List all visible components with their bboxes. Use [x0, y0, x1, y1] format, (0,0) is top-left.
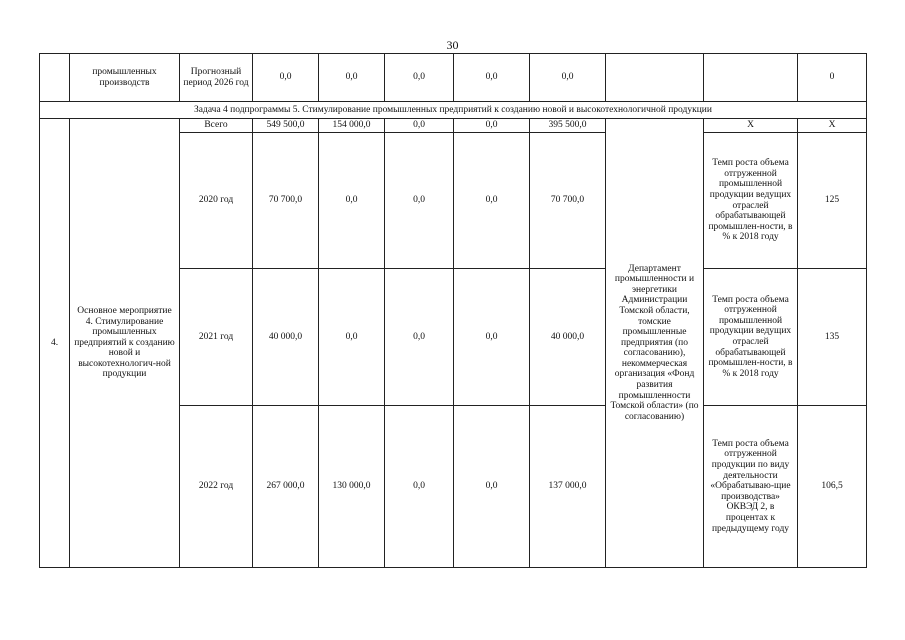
- cell-executor: [606, 54, 704, 102]
- cell-number: 4.: [40, 119, 70, 568]
- cell-value: 395 500,0: [530, 119, 606, 133]
- cell-value: 0,0: [319, 269, 385, 406]
- cell-period: 2020 год: [180, 133, 253, 269]
- cell-executor: Департамент промышленности и энергетики Администрации Томской области, томские промышленные предприятия (по согласованию), некоммерческая организация «Фонд развития промышленности Томской области» (по согласованию): [606, 119, 704, 568]
- cell-indicator-value: X: [798, 119, 867, 133]
- cell-indicator: X: [704, 119, 798, 133]
- cell-indicator-value: 106,5: [798, 406, 867, 568]
- cell-value: 130 000,0: [319, 406, 385, 568]
- cell-value: 0,0: [530, 54, 606, 102]
- cell-indicator: [704, 54, 798, 102]
- cell-value: 137 000,0: [530, 406, 606, 568]
- cell-value: 0,0: [385, 269, 454, 406]
- cell-value: 0,0: [385, 406, 454, 568]
- cell-period: Прогнозный период 2026 год: [180, 54, 253, 102]
- cell-value: 0,0: [454, 269, 530, 406]
- task-heading: Задача 4 подпрограммы 5. Стимулирование промышленных предприятий к созданию новой и высокотехнологичной продукции: [40, 102, 867, 119]
- cell-value: 0,0: [385, 119, 454, 133]
- cell-value: 0,0: [385, 133, 454, 269]
- cell-period: Всего: [180, 119, 253, 133]
- cell-indicator: Темп роста объема отгруженной промышленной продукции ведущих отраслей обрабатывающей промышлен-ности, в % к 2018 году: [704, 269, 798, 406]
- cell-value: 0,0: [454, 133, 530, 269]
- cell-value: 0,0: [319, 133, 385, 269]
- page-number: 30: [446, 38, 459, 52]
- cell-period: 2021 год: [180, 269, 253, 406]
- cell-indicator-value: 125: [798, 133, 867, 269]
- program-table: [39, 53, 867, 568]
- cell-indicator: Темп роста объема отгруженной промышленной продукции ведущих отраслей обрабатывающей промышлен-ности, в % к 2018 году: [704, 133, 798, 269]
- cell-name: Основное мероприятие 4. Стимулирование промышленных предприятий к созданию новой и высокотехнологич-ной продукции: [70, 119, 180, 568]
- cell-value: 40 000,0: [253, 269, 319, 406]
- cell-indicator: Темп роста объема отгруженной продукции по виду деятельности «Обрабатываю-щие производства» ОКВЭД 2, в процентах к предыдущему году: [704, 406, 798, 568]
- cell-name: промышленных производств: [70, 54, 180, 102]
- cell-value: 267 000,0: [253, 406, 319, 568]
- table-row: [40, 54, 867, 102]
- cell-indicator-value: 135: [798, 269, 867, 406]
- cell-value: 0,0: [454, 54, 530, 102]
- cell-value: 0,0: [253, 54, 319, 102]
- cell-value: 0,0: [454, 406, 530, 568]
- cell-number: [40, 54, 70, 102]
- cell-indicator-value: 0: [798, 54, 867, 102]
- cell-value: 0,0: [385, 54, 454, 102]
- cell-period: 2022 год: [180, 406, 253, 568]
- cell-value: 0,0: [454, 119, 530, 133]
- cell-value: 40 000,0: [530, 269, 606, 406]
- cell-value: 0,0: [319, 54, 385, 102]
- cell-value: 70 700,0: [530, 133, 606, 269]
- cell-value: 154 000,0: [319, 119, 385, 133]
- table-row: [40, 119, 867, 133]
- cell-value: 549 500,0: [253, 119, 319, 133]
- cell-value: 70 700,0: [253, 133, 319, 269]
- task-row: [40, 102, 867, 119]
